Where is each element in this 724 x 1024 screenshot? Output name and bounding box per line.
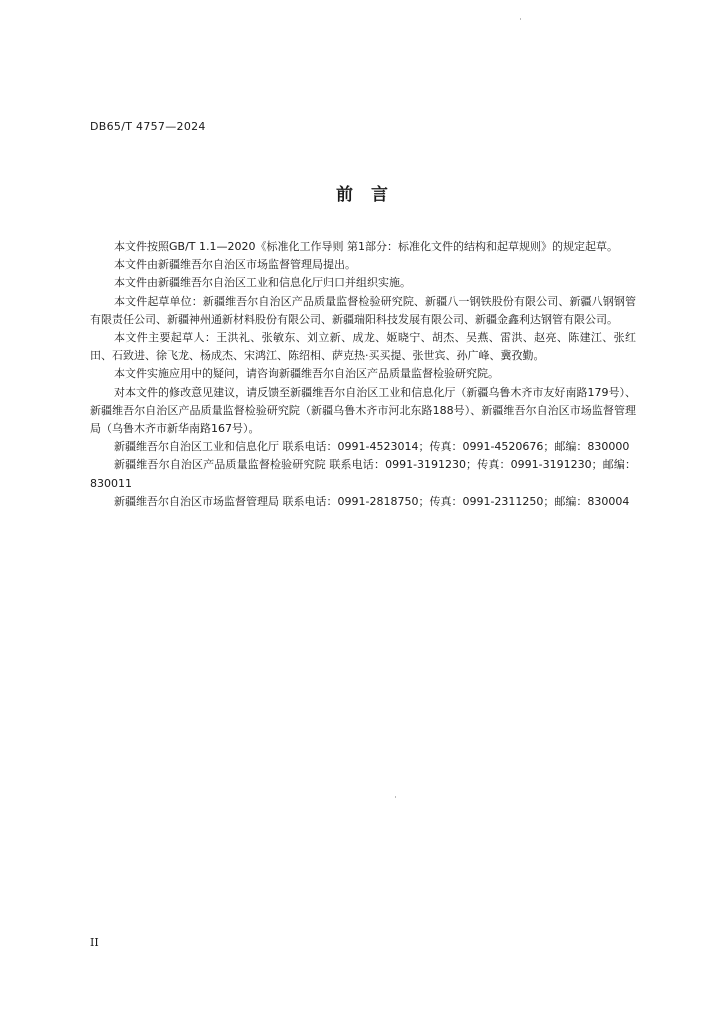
paragraph-inquiries: 本文件实施应用中的疑问，请咨询新疆维吾尔自治区产品质量监督检验研究院。: [114, 367, 499, 381]
paragraph-proposer: 本文件由新疆维吾尔自治区市场监督管理局提出。: [114, 258, 356, 272]
scan-speck: [520, 18, 521, 20]
foreword-body: [90, 238, 636, 511]
paragraph-feedback: 对本文件的修改意见建议，请反馈至新疆维吾尔自治区工业和信息化厅（新疆乌鲁木齐市友好南路179号）、新疆维吾尔自治区产品质量监督检验研究院（新疆乌鲁木齐市河北东路188号）、新疆维吾尔自治区市场监督管理局（乌鲁木齐市新华南路167号）。: [90, 385, 636, 436]
paragraph-centralized-management: 本文件由新疆维吾尔自治区工业和信息化厅归口并组织实施。: [114, 276, 411, 290]
contact-market-supervision: 新疆维吾尔自治区市场监督管理局 联系电话：0991-2818750；传真：0991-2311250；邮编：830004: [114, 494, 630, 508]
standard-code: DB65/T 4757—2024: [90, 120, 206, 133]
paragraph-drafters: 本文件主要起草人：王洪礼、张敏东、刘立新、成龙、姬晓宁、胡杰、吴燕、雷洪、赵亮、陈建江、张红田、石致进、徐飞龙、杨成杰、宋鸿江、陈绍相、萨克热·买买提、张世宾、孙广峰、冀孜勤。: [90, 331, 636, 363]
contact-inspection-institute: 新疆维吾尔自治区产品质量监督检验研究院 联系电话：0991-3191230；传真：0991-3191230；邮编：830011: [90, 458, 636, 490]
contact-industry-dept: 新疆维吾尔自治区工业和信息化厅 联系电话：0991-4523014；传真：0991-4520676；邮编：830000: [114, 440, 630, 454]
scan-speck: [395, 796, 396, 798]
page-title: 前言: [336, 185, 406, 205]
page-number: II: [90, 936, 99, 949]
paragraph-drafting-units: 本文件起草单位：新疆维吾尔自治区产品质量监督检验研究院、新疆八一钢铁股份有限公司、新疆八钢钢管有限责任公司、新疆神州通新材料股份有限公司、新疆瑞阳科技发展有限公司、新疆金鑫利达钢管有限公司。: [90, 294, 636, 326]
paragraph-drafting-rules: 本文件按照GB/T 1.1—2020《标准化工作导则 第1部分：标准化文件的结构和起草规则》的规定起草。: [114, 240, 618, 253]
